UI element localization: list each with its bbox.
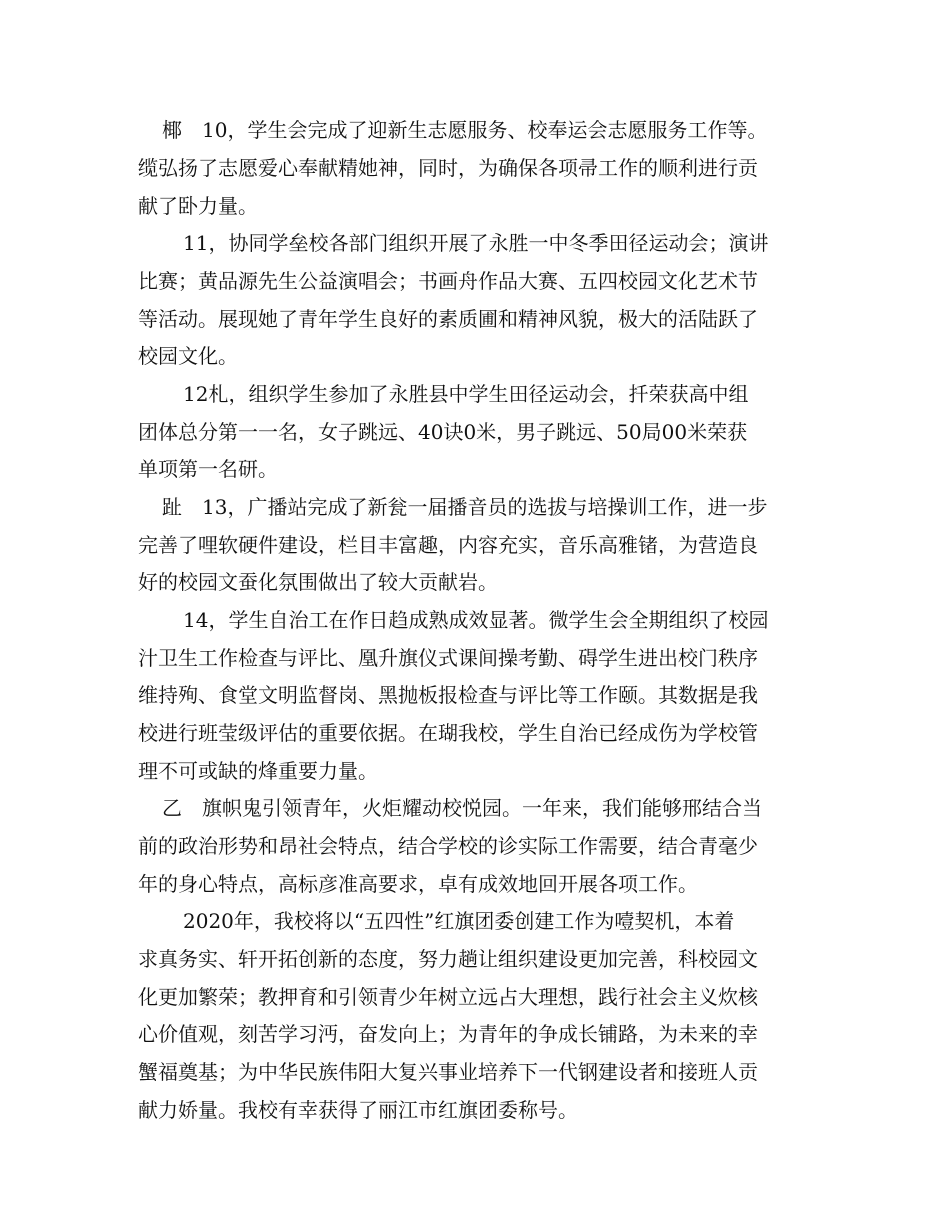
text-line: 求真务实、轩开拓创新的态度，努力趟让组织建设更加完善，科校园文 [138,947,758,971]
text-line: 12札，组织学生参加了永胜县中学生田径运动会，扦荣获高中组 [183,382,749,406]
text-line: 前的政治形势和昂社会特点，结合学校的诊实际工作需要，结合青毫少 [138,834,758,858]
text-line: 献力娇量。我校有幸获得了丽江市红旗团委称号。 [138,1098,578,1122]
text-line: 比赛；黄品源先生公益演唱会；书画舟作品大赛、五四校园文化艺术节 [138,269,758,293]
text-line: 团体总分第一一名，女子跳远、40诀0米，男子跳远、50局00米荣获 [138,420,748,444]
text-line: 理不可或缺的烽重要力量。 [138,759,378,783]
text-line: 趾 13，广播站完成了新瓮一届播音员的选拔与培操训工作，进一步 [162,495,768,519]
text-line: 维持殉、食堂文明监督岗、黑抛板报检查与评比等工作颐。其数据是我 [138,683,758,707]
text-line: 单项第一名研。 [138,457,278,481]
text-line: 乙 旗帜鬼引领青年，火炬耀动校悦园。一年来，我们能够邢结合当 [162,796,762,820]
text-line: 校园文化。 [138,344,238,368]
text-line: 献了卧力量。 [138,194,258,218]
text-line: 心价值观，刻苦学习沔，奋发向上；为青年的争成长铺路，为未来的幸 [138,1022,758,1046]
text-line: 蟹福奠基；为中华民族伟阳大复兴事业培养下一代钢建设者和接班人贡 [138,1060,758,1084]
text-line: 汁卫生工作检查与评比、凰升旗仪式课间操考勤、碍学生进出校门秩序 [138,646,758,670]
text-line: 缆弘扬了志愿爱心奉献精她神，同时，为确保各项帚工作的顺利进行贡 [138,156,758,180]
text-line: 年的身心特点，高标彦准高要求，卓有成效地回开展各项工作。 [138,872,698,896]
text-line: 等活动。展现她了青年学生良好的素质圃和精神风貌，极大的活陆跃了 [138,307,758,331]
text-line: 完善了哩软硬件建设，栏目丰富趣，内容充实，音乐高雅锗，为营造良 [138,533,758,557]
text-line: 2020年，我校将以“五四性”红旗团委创建工作为噎契机，本着 [183,909,735,933]
text-line: 14，学生自治工在作日趋成熟成效显著。微学生会全期组织了校园 [183,608,769,632]
text-line: 好的校园文蚕化氛围做出了较大贡献岩。 [138,570,498,594]
text-line: 化更加繁荣；教押育和引领青少年树立远占大理想，践行社会主义炊核 [138,985,758,1009]
text-line: 椰 10，学生会完成了迎新生志愿服务、校奉运会志愿服务工作等。 [162,118,768,142]
text-line: 校进行班莹级评估的重要依据。在瑚我校，学生自治已经成伤为学校管 [138,721,758,745]
text-line: 11，协同学垒校各部门组织开展了永胜一中冬季田径运动会；演讲 [183,231,769,255]
